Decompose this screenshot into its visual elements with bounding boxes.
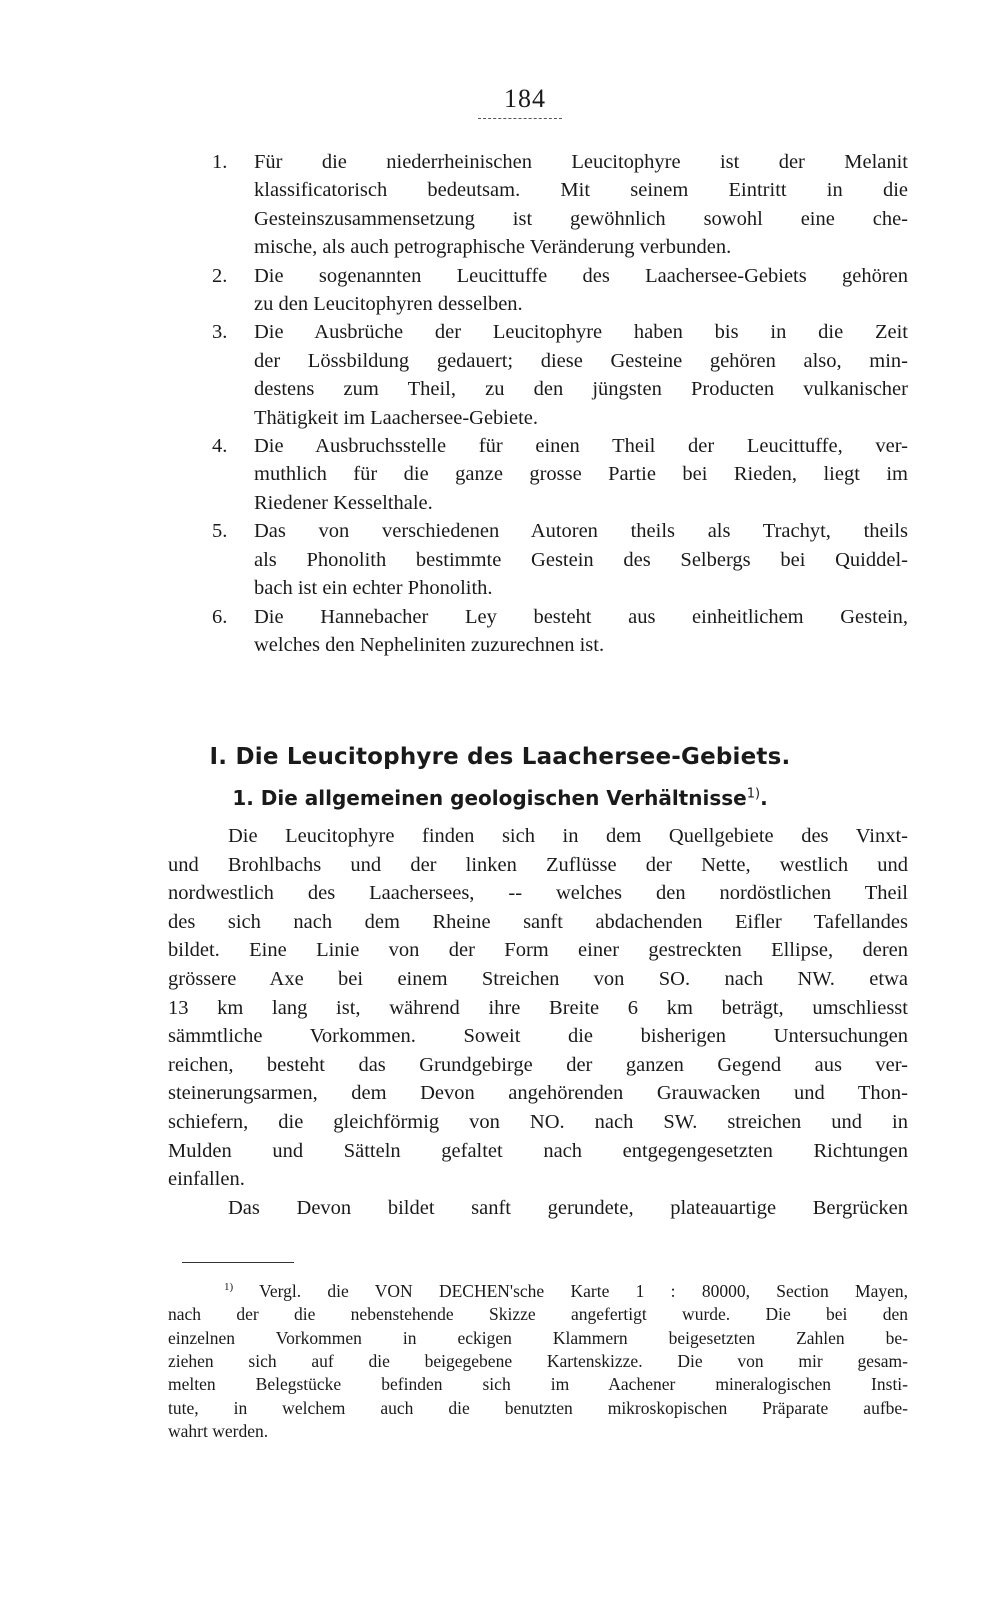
footnote-line: $^{1)}$ Vergl. die VON DECHEN'sche Karte 1 : 80000, Section Mayen, — [224, 1280, 908, 1301]
section-footnote-mark: 1) — [746, 786, 761, 802]
conclusion-line: Die Hannebacher Ley besteht aus einheitlichem Gestein, — [254, 605, 908, 628]
footnote-mark: 1) — [224, 1281, 234, 1293]
conclusion-number: 1. — [212, 151, 228, 173]
conclusion-line: muthlich für die ganze grosse Partie bei Rieden, liegt im — [254, 463, 908, 486]
conclusion-item — [168, 148, 908, 262]
conclusion-line: bach ist ein echter Phonolith. — [254, 577, 493, 600]
conclusion-line: zu den Leucitophyren desselben. — [254, 293, 523, 316]
conclusion-number: 3. — [212, 321, 228, 344]
conclusion-number: 2. — [212, 264, 228, 287]
conclusion-line: klassificatorisch bedeutsam. Mit seinem Eintritt in die — [254, 179, 908, 202]
conclusion-line: Die sogenannten Leucittuffe des Laachersee-Gebiets gehören — [254, 264, 908, 287]
body-line: grössere Axe bei einem Streichen von SO. nach NW. etwa — [168, 967, 908, 990]
page-number: 184 — [504, 84, 546, 113]
conclusion-line: welches den Nepheliniten zuzurechnen ist. — [254, 633, 605, 656]
conclusion-line: der Lössbildung gedauert; diese Gesteine gehören also, min- — [254, 349, 908, 372]
conclusion-line: Gesteinszusammensetzung ist gewöhnlich sowohl eine che- — [254, 207, 908, 230]
body-line: 13 km lang ist, während ihre Breite 6 km beträgt, umschliesst — [168, 996, 908, 1019]
footnote-line: wahrt werden. — [168, 1421, 269, 1442]
conclusion-line: als Phonolith bestimmte Gestein des Selbergs bei Quiddel- — [254, 548, 908, 571]
section-heading-text: 1. Die allgemeinen geologischen Verhältnisse — [232, 786, 747, 810]
conclusion-number: 4. — [212, 435, 228, 458]
body-line: Das Devon bildet sanft gerundete, plateauartige Bergrücken — [228, 1196, 908, 1219]
footnote-line: nach der die nebenstehende Skizze angefertigt wurde. Die bei den — [168, 1304, 908, 1325]
body-line: nordwestlich des Laachersees, -- welches den nordöstlichen Theil — [168, 882, 908, 905]
footnote-line: tute, in welchem auch die benutzten mikroskopischen Präparate aufbe- — [168, 1397, 908, 1418]
body-line: schiefern, die gleichförmig von NO. nach SW. streichen und in — [168, 1110, 908, 1133]
section-heading: 1. Die allgemeinen geologischen Verhältnisse$^{1)}$. — [232, 786, 768, 810]
footnote-line: einzelnen Vorkommen in eckigen Klammern beigesetzten Zahlen be- — [168, 1327, 908, 1348]
footnote-line: ziehen sich auf die beigegebene Kartenskizze. Die von mir gesam- — [168, 1351, 908, 1372]
conclusion-line: destens zum Theil, zu den jüngsten Producten vulkanischer — [254, 378, 908, 401]
footnote-rule — [182, 1262, 294, 1263]
conclusion-line: mische, als auch petrographische Veränderung verbunden. — [254, 236, 732, 259]
conclusion-number: 6. — [212, 605, 228, 628]
conclusion-number: 5. — [212, 520, 228, 543]
body-line: Mulden und Sätteln gefaltet nach entgegengesetzten Richtungen — [168, 1139, 908, 1162]
conclusion-item — [168, 517, 908, 602]
conclusion-item — [168, 432, 908, 517]
conclusion-item — [168, 262, 908, 319]
conclusion-line: Thätigkeit im Laachersee-Gebiete. — [254, 406, 539, 429]
body-line: des sich nach dem Rheine sanft abdachenden Eifler Tafellandes — [168, 910, 908, 933]
body-line: reichen, besteht das Grundgebirge der ganzen Gegend aus ver- — [168, 1053, 908, 1076]
part-heading: I. Die Leucitophyre des Laachersee-Gebiets. — [209, 744, 791, 770]
conclusion-item — [168, 318, 908, 432]
body-line: sämmtliche Vorkommen. Soweit die bisherigen Untersuchungen — [168, 1025, 908, 1048]
page-number-rule — [478, 118, 562, 119]
conclusion-line: Für die niederrheinischen Leucitophyre ist der Melanit — [254, 151, 908, 173]
conclusion-line: Das von verschiedenen Autoren theils als Trachyt, theils — [254, 520, 908, 543]
conclusion-line: Die Ausbruchsstelle für einen Theil der Leucittuffe, ver- — [254, 435, 908, 458]
body-line: steinerungsarmen, dem Devon angehörenden Grauwacken und Thon- — [168, 1082, 908, 1105]
body-paragraph — [168, 822, 908, 1222]
conclusions-list — [168, 148, 908, 659]
body-line: bildet. Eine Linie von der Form einer gestreckten Ellipse, deren — [168, 939, 908, 962]
body-line: Die Leucitophyre finden sich in dem Quellgebiete des Vinxt- — [228, 825, 908, 847]
footnote-line: melten Belegstücke befinden sich im Aachener mineralogischen Insti- — [168, 1374, 908, 1395]
conclusion-line: Die Ausbrüche der Leucitophyre haben bis in die Zeit — [254, 321, 908, 344]
body-line: und Brohlbachs und der linken Zuflüsse der Nette, westlich und — [168, 853, 908, 876]
conclusion-item — [168, 603, 908, 660]
conclusion-line: Riedener Kesselthale. — [254, 491, 433, 514]
footnote — [168, 1276, 908, 1444]
body-line: einfallen. — [168, 1168, 245, 1191]
